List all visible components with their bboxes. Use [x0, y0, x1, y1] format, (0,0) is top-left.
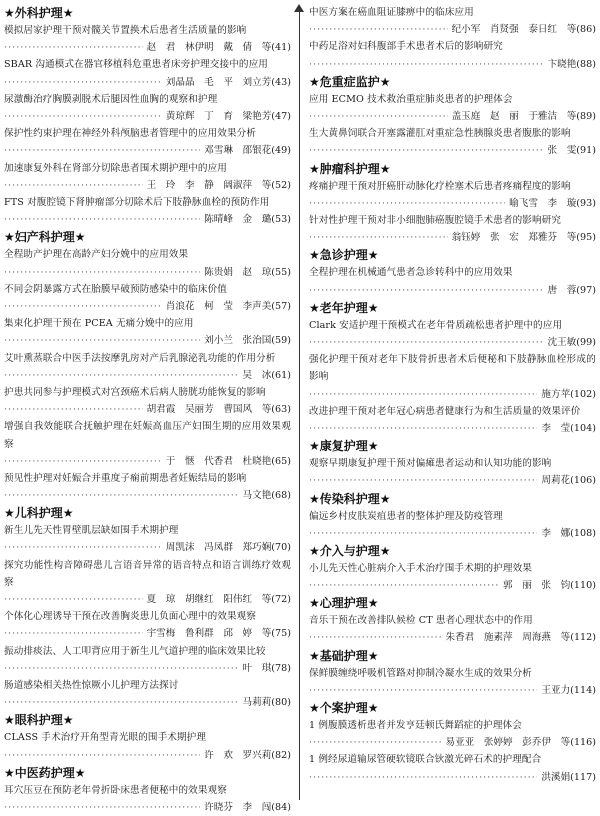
column-divider — [299, 10, 300, 800]
entry-title: 预见性护理对妊娠合并重度子痫前期患者妊娠结局的影响 — [4, 472, 247, 484]
toc-section — [309, 73, 596, 160]
section-heading: ★基础护理★ — [309, 648, 379, 663]
toc-entry[interactable] — [4, 384, 291, 418]
entry-authors-page: 夏 琼 胡继红 阳伟红 等(72) — [146, 594, 291, 606]
entry-authors-page: 马文艳(68) — [242, 490, 291, 502]
toc-section — [4, 764, 291, 816]
dot-leader — [4, 211, 200, 228]
entry-authors-page: 施方苹(102) — [541, 388, 596, 400]
toc-entry[interactable] — [4, 729, 291, 763]
dot-leader — [4, 660, 239, 677]
entry-title: 尿激酶治疗胸膜剥脱术后腿因性血胸的观察和护理 — [4, 93, 218, 105]
toc-section — [309, 437, 596, 489]
section-heading: ★个案护理★ — [309, 701, 379, 716]
entry-authors-line — [4, 401, 291, 418]
entry-authors-line — [309, 195, 596, 212]
dot-leader — [309, 282, 544, 299]
entry-authors-line — [4, 694, 291, 711]
toc-entry[interactable] — [309, 91, 596, 125]
entry-authors-page: 王 玲 李 静 阔淑萍 等(52) — [146, 179, 291, 191]
section-heading: ★心理护理★ — [309, 596, 379, 611]
entry-authors-line — [309, 769, 596, 786]
entry-authors-page: 许晓芬 李 闯(84) — [204, 802, 291, 814]
entry-authors-line — [4, 591, 291, 608]
toc-section — [4, 711, 291, 763]
entry-authors-page: 周莉花(106) — [541, 475, 596, 487]
entry-title: 增强自我效能联合抚触护理在妊娠高血压产妇围生期的应用效果观察 — [4, 421, 291, 450]
dot-leader — [4, 74, 162, 91]
entry-authors-page: 郭 丽 张 钧(110) — [503, 580, 596, 592]
toc-entry[interactable] — [4, 22, 291, 56]
entry-authors-line — [4, 332, 291, 349]
toc-entry[interactable] — [4, 56, 291, 90]
entry-authors-line — [4, 487, 291, 504]
section-heading: ★康复护理★ — [309, 439, 379, 454]
toc-entry[interactable] — [4, 246, 291, 280]
entry-authors-line — [4, 39, 291, 56]
entry-authors-page: 宇雪梅 鲁利群 邱 婷 等(75) — [146, 628, 291, 640]
entry-title: 中医方案在癌血阻证膝痹中的临床应用 — [309, 7, 474, 18]
dot-leader — [309, 334, 544, 351]
entry-authors-page: 李 莹(104) — [541, 422, 596, 434]
dot-leader — [4, 694, 239, 711]
entry-authors-line — [309, 577, 596, 594]
entry-authors-line — [4, 625, 291, 642]
dot-leader — [4, 367, 239, 384]
toc-entry[interactable] — [309, 125, 596, 159]
entry-authors-page: 翁钰婷 张 宏 郑雅芬 等(95) — [451, 232, 596, 244]
entry-authors-line — [4, 74, 291, 91]
toc-entry[interactable] — [309, 264, 596, 298]
dot-leader — [4, 264, 200, 281]
dot-leader — [4, 108, 162, 125]
toc-entry[interactable] — [309, 665, 596, 699]
dot-leader — [4, 625, 143, 642]
entry-authors-line — [4, 211, 291, 228]
entry-authors-page: 喻飞雪 李 璇(93) — [509, 197, 596, 209]
entry-authors-line — [309, 472, 596, 489]
toc-entry[interactable] — [4, 315, 291, 349]
entry-authors-page: 刘小兰 张治国(59) — [204, 335, 291, 347]
entry-authors-page: 赵 君 林伊明 戴 倩 等(41) — [146, 42, 291, 54]
entry-authors-line — [4, 108, 291, 125]
entry-title: 强化护理干预对老年下肢骨折患者术后便秘和下肢静脉血栓形成的影响 — [309, 354, 596, 383]
toc-entry[interactable] — [4, 522, 291, 556]
entry-title: 保鲜膜缠绕呼吸机管路对抑制冷凝水生成的效果分析 — [309, 667, 532, 679]
toc-entry[interactable] — [4, 677, 291, 711]
entry-title: 集束化护理干预在 PCEA 无痛分娩中的应用 — [4, 318, 194, 330]
dot-leader — [309, 56, 544, 73]
toc-section — [309, 542, 596, 594]
dot-leader — [309, 525, 537, 542]
entry-title: 全程助产护理在高龄产妇分娩中的应用效果 — [4, 249, 189, 261]
entry-authors-line — [4, 747, 291, 764]
entry-authors-page: 陈晴峰 金 璐(53) — [204, 214, 291, 226]
toc-section — [309, 594, 596, 646]
entry-authors-line — [4, 367, 291, 384]
entry-authors-line — [4, 799, 291, 816]
entry-authors-page: 陈贵娟 赵 琼(55) — [204, 266, 291, 278]
toc-column-right — [309, 4, 596, 786]
dot-leader — [4, 591, 143, 608]
dot-leader — [4, 401, 143, 418]
dot-leader — [4, 799, 200, 816]
section-heading: ★眼科护理★ — [4, 713, 74, 728]
toc-entry[interactable] — [309, 612, 596, 646]
toc-entry[interactable] — [4, 557, 291, 609]
dot-leader — [309, 195, 505, 212]
toc-entry[interactable] — [4, 160, 291, 194]
entry-authors-line — [4, 264, 291, 281]
dot-leader — [4, 298, 162, 315]
entry-title: 生大黄鼻饲联合开塞露灌肛对重症急性胰腺炎患者腹胀的影响 — [309, 128, 571, 140]
dot-leader — [309, 21, 448, 38]
entry-authors-page: 盖玉庭 赵 丽 于雅洁 等(89) — [451, 110, 596, 122]
entry-title: 加速康复外科在肾部分切除患者围术期护理中的应用 — [4, 162, 227, 174]
entry-title: 耳穴压豆在预防老年骨折卧床患者便秘中的效果观察 — [4, 784, 227, 796]
entry-title: 模拟居家护理干预对髋关节置换术后患者生活质量的影响 — [4, 25, 247, 36]
entry-authors-line — [309, 334, 596, 351]
entry-authors-line — [4, 453, 291, 470]
entry-authors-page: 肖浪花 柯 莹 李声美(57) — [165, 300, 291, 312]
toc-column-left — [4, 4, 291, 816]
entry-authors-page: 吴 冰(61) — [242, 369, 291, 381]
toc-section — [4, 228, 291, 504]
section-heading: ★外科护理★ — [4, 6, 74, 20]
entry-authors-line — [4, 142, 291, 159]
entry-authors-page: 李 娜(108) — [541, 527, 596, 539]
entry-authors-page: 洪溪娟(117) — [541, 771, 596, 783]
section-heading: ★老年护理★ — [309, 300, 379, 315]
entry-authors-line — [309, 386, 596, 403]
section-heading: ★危重症监护★ — [309, 74, 391, 89]
entry-title: SBAR 沟通模式在器官移植科危重患者床旁护理交接中的应用 — [4, 59, 268, 71]
toc-entry[interactable] — [309, 212, 596, 246]
dot-leader — [309, 386, 537, 403]
entry-authors-line — [309, 21, 596, 38]
entry-authors-page: 马莉莉(80) — [242, 697, 291, 709]
entry-title: Clark 安适护理干预模式在老年骨质疏松患者护理中的应用 — [309, 319, 563, 331]
toc-section — [309, 490, 596, 542]
entry-title: 振动排痰法、人工叩背应用于新生儿气道护理的临床效果比较 — [4, 645, 266, 657]
dot-leader — [4, 487, 239, 504]
entry-title: 1 例腹膜透析患者并发亨廷顿氏舞蹈症的护理体会 — [309, 720, 522, 732]
dot-leader — [309, 734, 441, 751]
toc-entry[interactable] — [4, 125, 291, 159]
entry-authors-line — [309, 682, 596, 699]
entry-authors-page: 周凯沫 冯凤群 郑巧娴(70) — [165, 542, 291, 554]
entry-authors-page: 许 欢 罗兴莉(82) — [204, 749, 291, 761]
dot-leader — [4, 177, 143, 194]
toc-section — [309, 699, 596, 786]
entry-title: 艾叶熏蒸联合中医手法按摩乳房对产后乳腺泌乳功能的作用分析 — [4, 352, 276, 364]
toc-section — [309, 160, 596, 247]
entry-title: CLASS 手术治疗开角型青光眼的围手术期护理 — [4, 732, 207, 744]
dot-leader — [309, 577, 499, 594]
entry-authors-page: 朱香君 施素萍 周海燕 等(112) — [445, 632, 596, 644]
toc-entry[interactable] — [4, 470, 291, 504]
dot-leader — [4, 142, 200, 159]
dot-leader — [309, 108, 448, 125]
entry-title: 肠道感染相关热性惊厥小儿护理方法探讨 — [4, 680, 179, 692]
toc-section — [4, 4, 291, 228]
toc-entry[interactable] — [309, 351, 596, 403]
section-heading: ★儿科护理★ — [4, 506, 74, 521]
dot-leader — [4, 453, 162, 470]
entry-authors-line — [309, 56, 596, 73]
section-heading: ★急诊护理★ — [309, 248, 379, 263]
entry-title: 偏远乡村皮肤炭疽患者的整体护理及防疫管理 — [309, 510, 503, 522]
entry-title: 1 例经尿道输尿管硬软镜联合钬激光碎石术的护理配合 — [309, 754, 542, 766]
toc-entry[interactable] — [309, 403, 596, 437]
entry-authors-page: 张 雯(91) — [547, 145, 596, 157]
dot-leader — [309, 142, 544, 159]
section-heading: ★传染科护理★ — [309, 491, 391, 506]
dot-leader — [4, 332, 200, 349]
toc-entry[interactable] — [4, 418, 291, 470]
entry-title: 针对性护理干预对非小细胞肺癌腹腔镜手术患者的影响研究 — [309, 214, 562, 226]
entry-authors-page: 卞晓艳(88) — [547, 58, 596, 70]
dot-leader — [309, 472, 537, 489]
entry-authors-page: 纪小军 肖贤强 泰日红 等(86) — [451, 24, 596, 36]
entry-authors-line — [309, 229, 596, 246]
dot-leader — [309, 682, 537, 699]
toc-entry[interactable] — [4, 350, 291, 384]
entry-title: 探究功能性构音障碍患儿言语音异常的语音特点和语言训练疗效观察 — [4, 559, 291, 588]
toc-entry[interactable] — [4, 782, 291, 816]
entry-title: 个体化心理诱导干预在改善胸炎患儿负面心理中的效果观察 — [4, 611, 257, 623]
dot-leader — [4, 539, 162, 556]
entry-authors-line — [309, 282, 596, 299]
section-heading: ★介入与护理★ — [309, 543, 391, 558]
entry-authors-line — [4, 539, 291, 556]
entry-authors-page: 黄琼辉 丁 育 梁艳芳(47) — [165, 110, 291, 122]
toc-section — [309, 299, 596, 437]
entry-title: 保护性约束护理在神经外科颅脑患者管理中的应用效果分析 — [4, 128, 257, 140]
entry-authors-page: 刘晶晶 毛 平 刘立芳(43) — [165, 76, 291, 88]
dot-leader — [309, 769, 537, 786]
toc-entry[interactable] — [309, 4, 596, 38]
entry-authors-page: 叶 琪(78) — [242, 662, 291, 674]
entry-authors-line — [309, 108, 596, 125]
toc-entry[interactable] — [309, 508, 596, 542]
entry-title: 护患共同参与护理模式对宫颈癌术后病人膀胱功能恢复的影响 — [4, 386, 266, 398]
toc-entry[interactable] — [309, 751, 596, 785]
toc-entry[interactable] — [309, 178, 596, 212]
toc-entry[interactable] — [309, 560, 596, 594]
entry-authors-line — [309, 629, 596, 646]
entry-title: FTS 对腹腔镜下肾肿瘤部分切除术后下肢静脉血栓的预防作用 — [4, 196, 270, 208]
entry-title: 不同会阴暴露方式在胎膜早破预防感染中的临床价值 — [4, 283, 227, 295]
entry-authors-line — [309, 420, 596, 437]
entry-authors-line — [309, 142, 596, 159]
entry-authors-page: 于 惬 代香君 杜晓艳(65) — [165, 455, 291, 467]
toc-entry[interactable] — [4, 608, 291, 642]
entry-title: 全程护理在机械通气患者急诊转科中的应用效果 — [309, 267, 513, 279]
entry-title: 音乐干预在改善排队候检 CT 患者心理状态中的作用 — [309, 615, 533, 627]
entry-authors-page: 沈王敏(99) — [547, 336, 596, 348]
entry-authors-line — [4, 298, 291, 315]
entry-authors-line — [4, 660, 291, 677]
toc-entry[interactable] — [309, 717, 596, 751]
toc-entry[interactable] — [309, 38, 596, 72]
toc-section — [309, 647, 596, 699]
entry-title: 小儿先天性心脏病介入手术治疗围手术期的护理效果 — [309, 562, 532, 574]
entry-title: 观察早期康复护理干预对偏瘫患者运动和认知功能的影响 — [309, 458, 552, 470]
entry-authors-line — [309, 734, 596, 751]
dot-leader — [4, 39, 143, 56]
dot-leader — [4, 747, 200, 764]
entry-title: 改进护理干预对老年冠心病患者健康行为和生活质量的效果评价 — [309, 405, 581, 417]
entry-title: 疼痛护理干预对肝癌肝动脉化疗栓塞术后患者疼痛程度的影响 — [309, 180, 571, 192]
section-heading: ★妇产科护理★ — [4, 230, 86, 245]
toc-entry[interactable] — [4, 194, 291, 228]
entry-authors-line — [4, 177, 291, 194]
entry-title: 应用 ECMO 技术救治重症肺炎患者的护理体会 — [309, 93, 513, 105]
toc-entry[interactable] — [4, 281, 291, 315]
entry-authors-page: 唐 蓉(97) — [547, 284, 596, 296]
dot-leader — [309, 629, 441, 646]
section-heading: ★中医药护理★ — [4, 765, 86, 780]
toc-section — [309, 4, 596, 73]
toc-entry[interactable] — [4, 643, 291, 677]
toc-entry[interactable] — [309, 455, 596, 489]
entry-authors-page: 胡君霞 吴丽芳 曹国风 等(63) — [146, 404, 291, 416]
toc-section — [309, 246, 596, 298]
dot-leader — [309, 229, 448, 246]
toc-section — [4, 504, 291, 711]
toc-entry[interactable] — [309, 317, 596, 351]
section-heading: ★肿瘤科护理★ — [309, 161, 391, 176]
toc-entry[interactable] — [4, 91, 291, 125]
entry-authors-page: 邓雪琳 邵银花(49) — [204, 145, 291, 157]
entry-title: 中药足浴对妇科腹部手术患者术后的影响研究 — [309, 41, 503, 53]
entry-authors-page: 易亚亚 张婷婷 彭乔伊 等(116) — [445, 737, 596, 749]
entry-title: 新生儿先天性胃壁肌层缺如围手术期护理 — [4, 525, 179, 537]
entry-authors-page: 王亚力(114) — [541, 684, 596, 696]
dot-leader — [309, 420, 537, 437]
entry-authors-line — [309, 525, 596, 542]
